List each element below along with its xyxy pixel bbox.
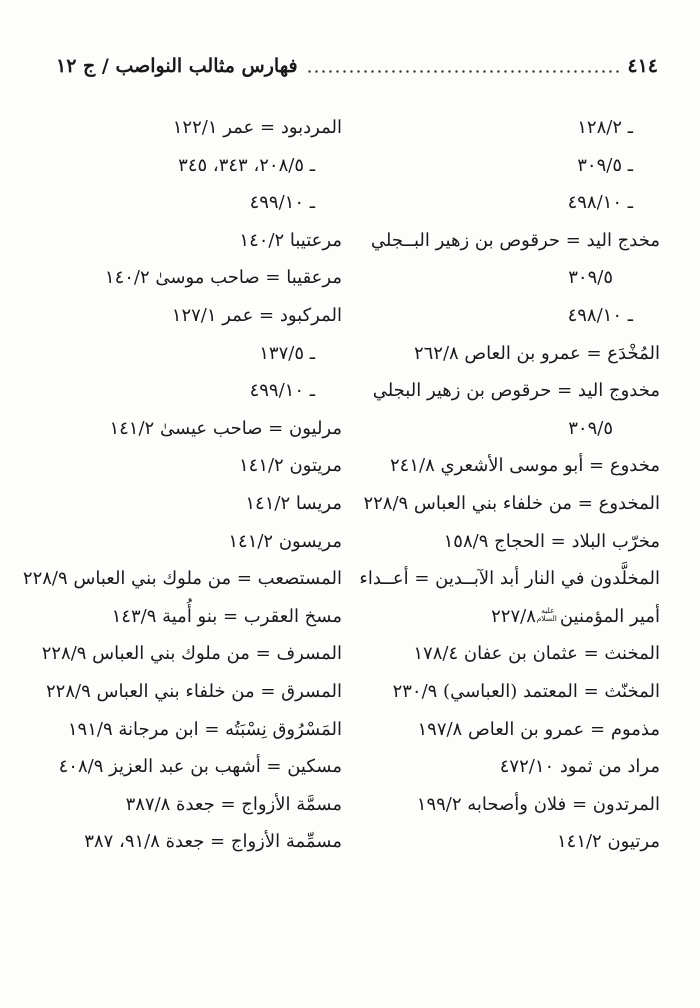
index-entry: مخرّب البلاد = الحجاج ١٥٨/٩ — [443, 530, 660, 552]
index-entry: مريسون ١٤١/٢ — [228, 530, 342, 552]
index-subentry: ـ ١٣٧/٥ — [259, 342, 315, 364]
page-header — [56, 52, 658, 81]
index-entry: المخنث = عثمان بن عفان ١٧٨/٤ — [413, 643, 660, 665]
index-subentry: ـ ٤٩٩/١٠ — [249, 192, 315, 214]
index-entry: المُخْدَع = عمرو بن العاص ٢٦٢/٨ — [413, 342, 660, 364]
index-entry: مخدج اليد = حرقوص بن زهير البــجلي — [370, 229, 660, 251]
index-entry: مريتون ١٤١/٢ — [238, 455, 342, 477]
index-entry: مخدوج اليد = حرقوص بن زهير البجلي — [372, 380, 660, 402]
index-entry: المستصعب = من ملوك بني العباس ٢٢٨/٩ — [22, 568, 342, 590]
index-subentry: ٣٠٩/٥ — [568, 267, 613, 289]
index-subentry: ـ ١٢٨/٢ — [577, 117, 633, 138]
index-entry: مرعتيبا ١٤٠/٢ — [239, 229, 342, 251]
index-entry: مسمِّمة الأزواج = جعدة ٩١/٨، ٣٨٧ — [84, 831, 342, 853]
index-column-right — [358, 109, 660, 861]
entry-text: أمير المؤمنين — [559, 605, 660, 627]
running-title: فهارس مثالب النواصب / ج ١٢ — [56, 55, 298, 77]
entry-page-ref: ٢٢٧/٨ — [491, 605, 536, 627]
index-subentry: ـ ٢٠٨/٥، ٣٤٣، ٣٤٥ — [178, 154, 315, 176]
index-subentry: ـ ٤٩٨/١٠ — [567, 192, 633, 214]
index-columns — [22, 109, 660, 861]
index-entry: مرعقيبا = صاحب موسىٰ ١٤٠/٢ — [104, 267, 342, 289]
index-entry: المسرق = من خلفاء بني العباس ٢٢٨/٩ — [46, 680, 342, 702]
index-entry: المخلَّدون في النار أبد الآبــدين = أعــداء — [359, 568, 660, 590]
page-number: ٤١٤ — [627, 55, 658, 77]
index-entry: المَسْرُوق نِسْبَتُه = ابن مرجانة ١٩١/٩ — [67, 718, 342, 740]
index-entry: المسرف = من ملوك بني العباس ٢٢٨/٩ — [41, 643, 342, 665]
index-entry: المردبود = عمر ١٢٢/١ — [172, 117, 342, 138]
index-entry: مسخ العقرب = بنو أُمية ١٤٣/٩ — [111, 605, 342, 627]
index-subentry: ـ ٤٩٨/١٠ — [567, 304, 633, 326]
index-entry: مخدوع = أبو موسى الأشعري ٢٤١/٨ — [390, 455, 660, 477]
index-column-left — [22, 109, 342, 861]
index-entry: مراد من ثمود ٤٧٢/١٠ — [499, 756, 660, 778]
index-entry: المرتدون = فلان وأصحابه ١٩٩/٢ — [416, 793, 660, 815]
index-entry: المركبود = عمر ١٢٧/١ — [171, 304, 342, 326]
index-entry: مسكين = أشهب بن عبد العزيز ٤٠٨/٩ — [58, 756, 342, 778]
index-subentry: ٣٠٩/٥ — [568, 417, 613, 439]
honorific-symbol: عليه السلام — [536, 605, 557, 623]
index-entry: المخدوع = من خلفاء بني العباس ٢٢٨/٩ — [363, 492, 660, 514]
index-entry: مرليون = صاحب عيسىٰ ١٤١/٢ — [109, 417, 342, 439]
index-entry-continuation — [358, 598, 660, 636]
index-entry: مريسا ١٤١/٢ — [245, 492, 342, 514]
index-subentry: ـ ٣٠٩/٥ — [577, 154, 633, 176]
index-entry: مرتيون ١٤١/٢ — [556, 831, 660, 853]
dotted-leader — [306, 70, 620, 73]
index-entry: مسمَّة الأزواج = جعدة ٣٨٧/٨ — [125, 793, 342, 815]
index-entry: المخنّث = المعتمد (العباسي) ٢٣٠/٩ — [392, 680, 660, 702]
index-entry: مذموم = عمرو بن العاص ١٩٧/٨ — [417, 718, 660, 740]
index-subentry: ـ ٤٩٩/١٠ — [249, 380, 315, 402]
